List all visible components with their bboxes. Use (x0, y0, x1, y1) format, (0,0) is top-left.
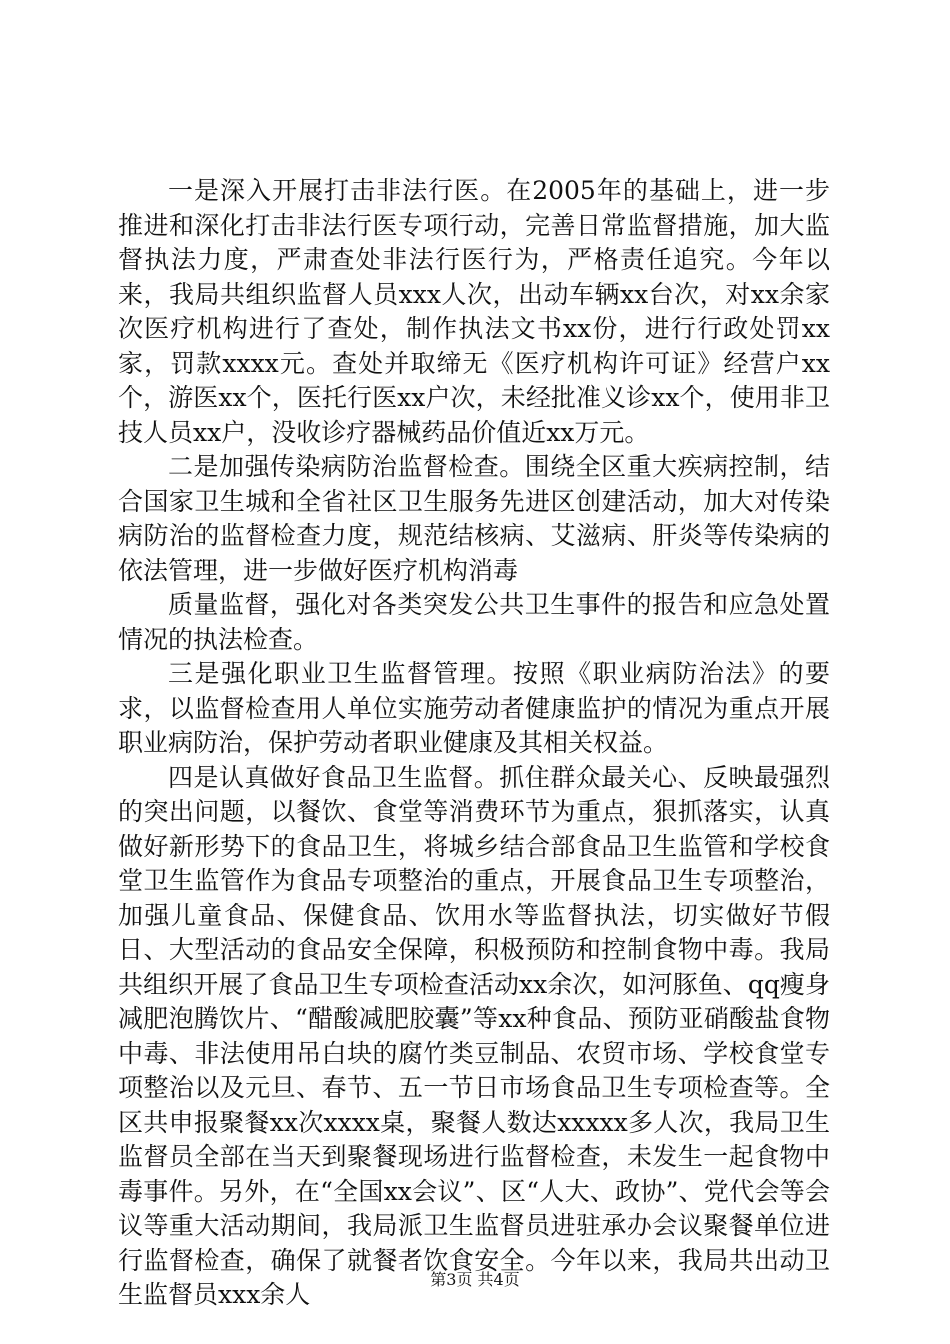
paragraph-disinfection-quality: 质量监督，强化对各类突发公共卫生事件的报告和应急处置情况的执法检查。 (118, 590, 830, 654)
paragraph-infectious-disease-supervision: 二是加强传染病防治监督检查。围绕全区重大疾病控制，结合国家卫生城和全省社区卫生服务先进区创建活动，加大对传染病防治的监督检查力度，规范结核病、艾滋病、肝炎等传染病的依法管理，进一步做好医疗机构消毒 (118, 452, 830, 585)
page-footer: 第3页 共4页 (430, 1270, 520, 1289)
paragraph-occupational-health: 三是强化职业卫生监督管理。按照《职业病防治法》的要求，以监督检查用人单位实施劳动者健康监护的情况为重点开展职业病防治，保护劳动者职业健康及其相关权益。 (118, 659, 830, 757)
document-body (118, 174, 830, 1313)
paragraph-food-hygiene: 四是认真做好食品卫生监督。抓住群众最关心、反映最强烈的突出问题，以餐饮、食堂等消费环节为重点，狠抓落实，认真做好新形势下的食品卫生，将城乡结合部食品卫生监管和学校食堂卫生监管作为食品专项整治的重点，开展食品卫生专项整治，加强儿童食品、保健食品、饮用水等监督执法，切实做好节假日、大型活动的食品安全保障，积极预防和控制食物中毒。我局共组织开展了食品卫生专项检查活动xx余次，如河豚鱼、qq瘦身减肥泡腾饮片、“醋酸减肥胶囊”等xx种食品、预防亚硝酸盐食物中毒、非法使用吊白块的腐竹类豆制品、农贸市场、学校食堂专项整治以及元旦、春节、五一节日市场食品卫生专项检查等。全区共申报聚餐xx次xxxx桌，聚餐人数达xxxxx多人次，我局卫生监督员全部在当天到聚餐现场进行监督检查，未发生一起食物中毒事件。另外，在“全国xx会议”、区“人大、政协”、党代会等会议等重大活动期间，我局派卫生监督员进驻承办会议聚餐单位进行监督检查，确保了就餐者饮食安全。今年以来，我局共出动卫生监督员xxx余人 (118, 762, 830, 1309)
paragraph-illegal-medical-practice: 一是深入开展打击非法行医。在2005年的基础上，进一步推进和深化打击非法行医专项行动，完善日常监督措施，加大监督执法力度，严肃查处非法行医行为，严格责任追究。今年以来，我局共组织监督人员xxx人次，出动车辆xx台次，对xx余家次医疗机构进行了查处，制作执法文书xx份，进行行政处罚xx家，罚款xxxx元。查处并取缔无《医疗机构许可证》经营户xx个，游医xx个，医托行医xx户次，未经批准义诊xx个，使用非卫技人员xx户，没收诊疗器械药品价值近xx万元。 (118, 176, 830, 447)
